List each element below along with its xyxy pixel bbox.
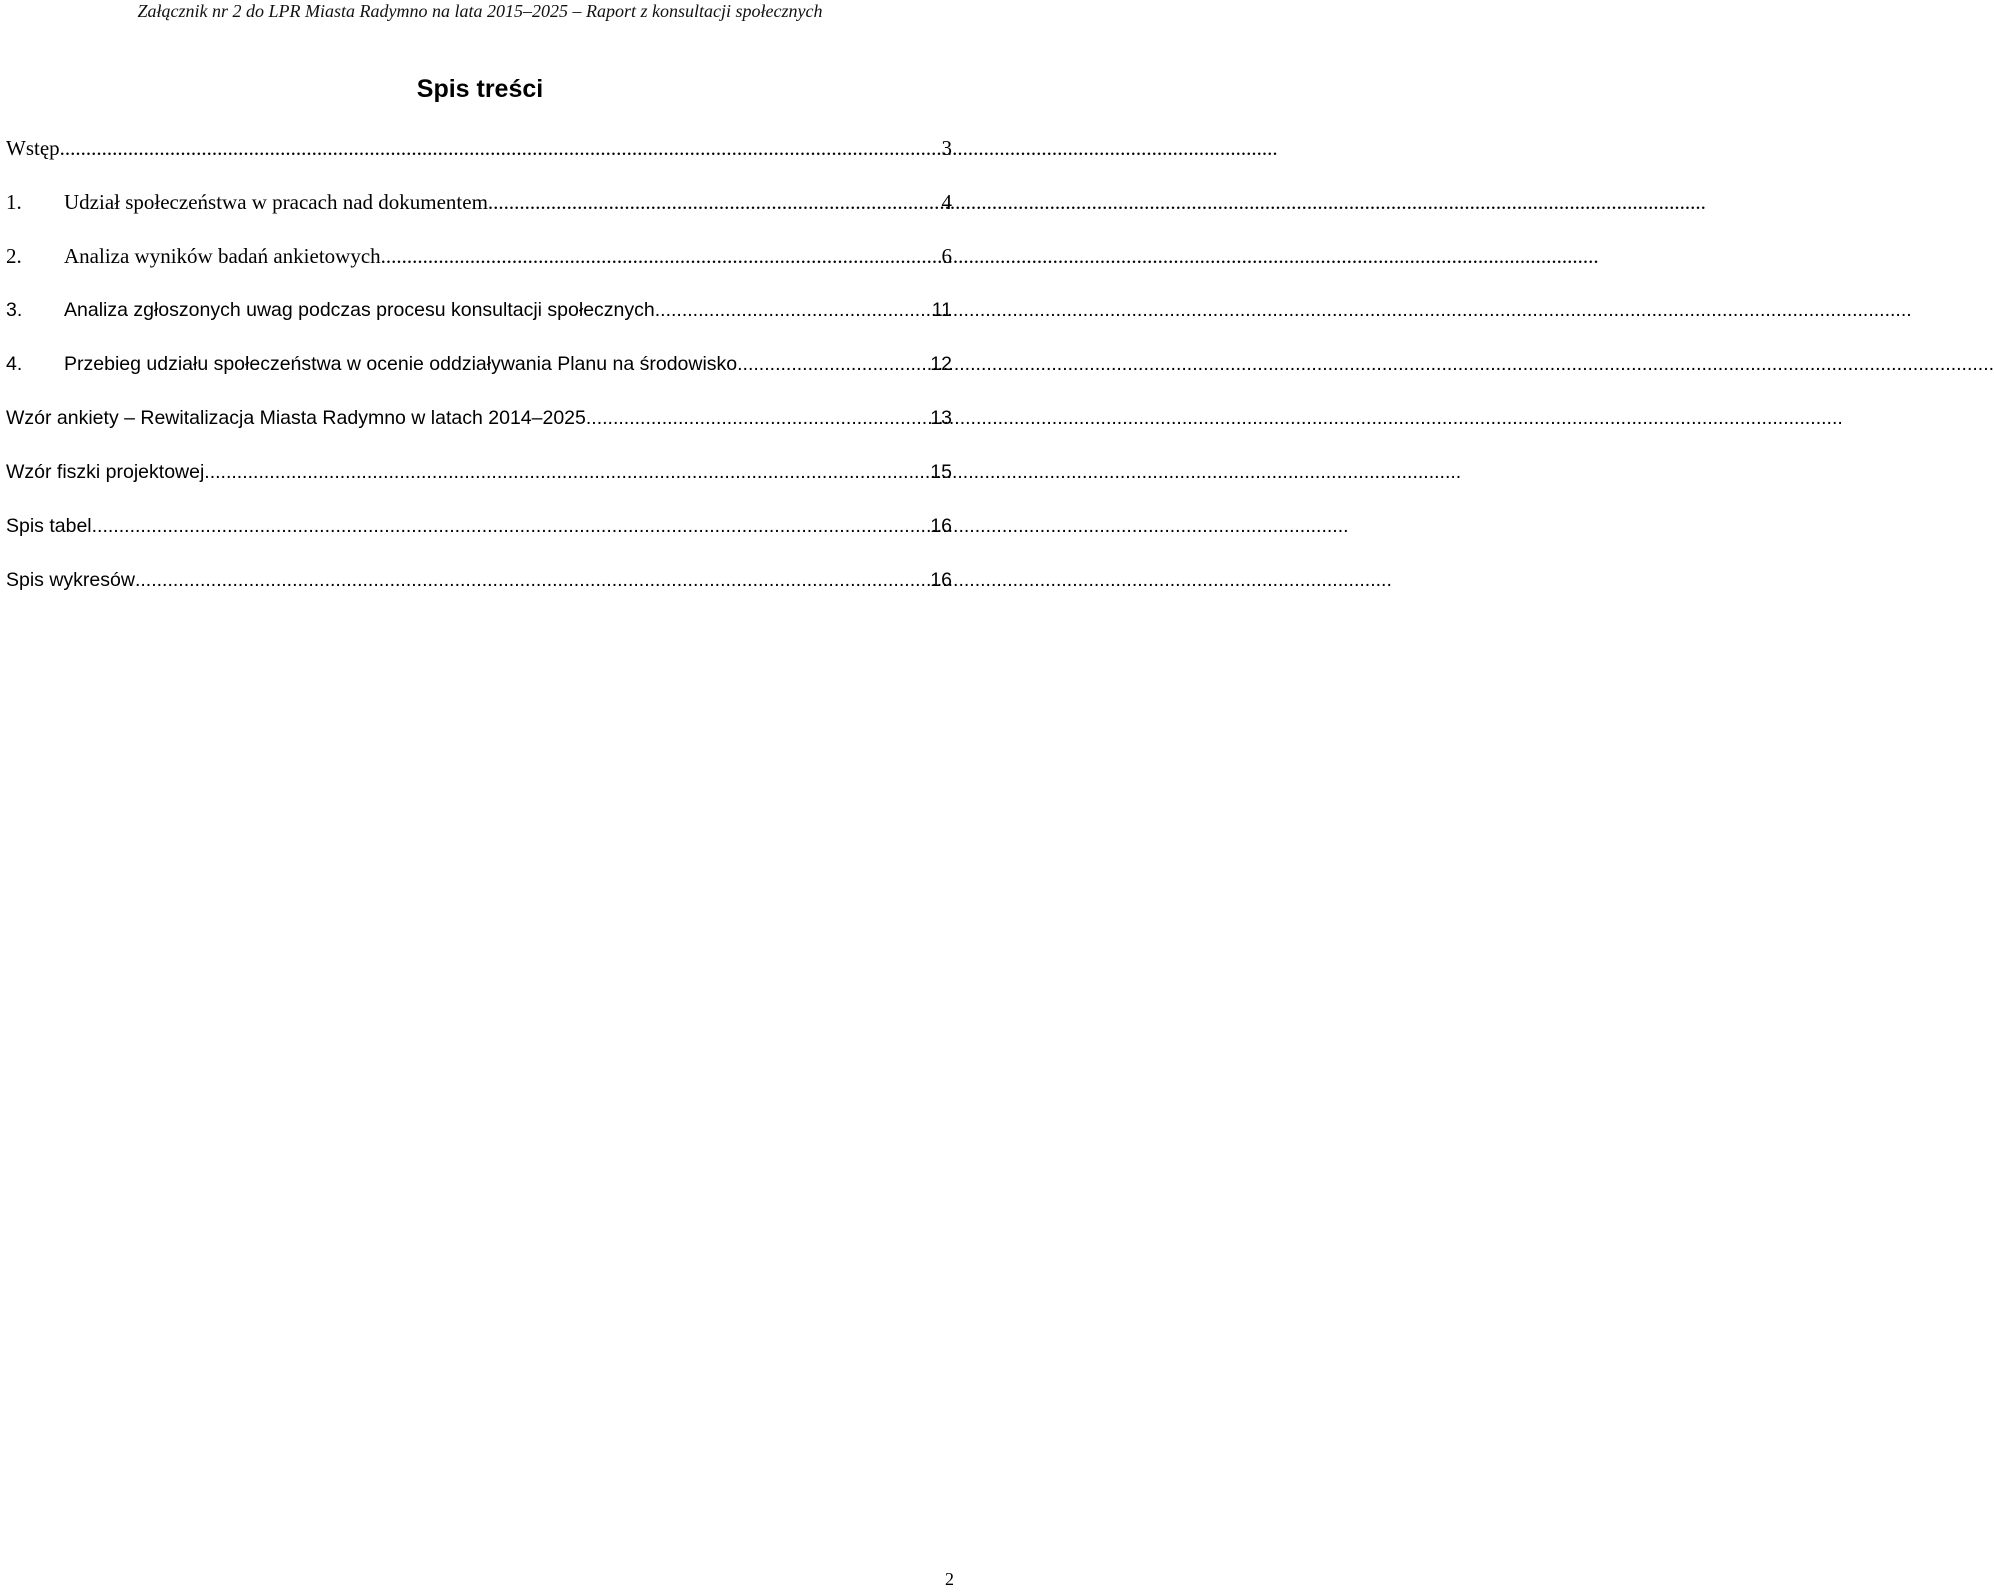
toc-entry-label: Udział społeczeństwa w pracach nad dokumentem bbox=[64, 190, 488, 214]
toc-entry-1[interactable] bbox=[6, 188, 952, 242]
toc-entry-label: Analiza wyników badań ankietowych bbox=[64, 244, 381, 268]
toc-leader-dots bbox=[60, 134, 938, 162]
toc-entry-3[interactable] bbox=[6, 296, 952, 350]
toc-entry-label: Przebieg udziału społeczeństwa w ocenie oddziaływania Planu na środowisko bbox=[64, 353, 738, 375]
toc-leader-dots bbox=[737, 350, 926, 378]
toc-entry-number: 4. bbox=[6, 353, 23, 375]
toc-entry-page: 3 bbox=[941, 136, 952, 160]
toc-entry-page: 13 bbox=[930, 407, 952, 429]
toc-entry-label: Spis tabel bbox=[6, 515, 92, 537]
toc-entry-2[interactable] bbox=[6, 242, 952, 296]
toc-entry-page: 12 bbox=[930, 353, 952, 375]
toc-entry-page: 16 bbox=[930, 569, 952, 591]
running-header: Załącznik nr 2 do LPR Miasta Radymno na lata 2015–2025 – Raport z konsultacji społecznych bbox=[137, 1, 823, 21]
toc-leader-dots bbox=[135, 566, 926, 594]
toc-entry-page: 6 bbox=[941, 244, 952, 268]
toc-leader-dots bbox=[488, 188, 938, 216]
toc-entry-page: 15 bbox=[930, 461, 952, 483]
toc-entry-label: Wzór ankiety – Rewitalizacja Miasta Radymno w latach 2014–2025 bbox=[6, 407, 586, 429]
toc-entry-spis-tabel[interactable] bbox=[6, 512, 952, 566]
toc-entry-page: 4 bbox=[941, 190, 952, 214]
table-of-contents bbox=[6, 134, 952, 620]
toc-entry-wzor-ankiety[interactable] bbox=[6, 404, 952, 458]
page-number: 2 bbox=[945, 1569, 954, 1589]
toc-entry-number: 2. bbox=[6, 244, 22, 268]
toc-entry-wstep[interactable] bbox=[6, 134, 952, 188]
toc-entry-4[interactable] bbox=[6, 350, 952, 404]
page-title: Spis treści bbox=[416, 75, 544, 103]
toc-leader-dots bbox=[92, 512, 927, 540]
toc-entry-number: 1. bbox=[6, 190, 22, 214]
toc-entry-label: Wzór fiszki projektowej bbox=[6, 461, 205, 483]
toc-entry-spis-wykresow[interactable] bbox=[6, 566, 952, 620]
toc-entry-wzor-fiszki[interactable] bbox=[6, 458, 952, 512]
toc-entry-label: Analiza zgłoszonych uwag podczas procesu konsultacji społecznych bbox=[64, 299, 655, 321]
toc-leader-dots bbox=[204, 458, 926, 486]
toc-entry-page: 16 bbox=[930, 515, 952, 537]
toc-entry-label: Wstęp bbox=[6, 136, 60, 160]
toc-leader-dots bbox=[655, 296, 928, 324]
toc-entry-page: 11 bbox=[931, 299, 952, 321]
toc-entry-label: Spis wykresów bbox=[6, 569, 135, 591]
toc-entry-number: 3. bbox=[6, 299, 23, 321]
toc-leader-dots bbox=[586, 404, 926, 432]
toc-leader-dots bbox=[381, 242, 938, 270]
